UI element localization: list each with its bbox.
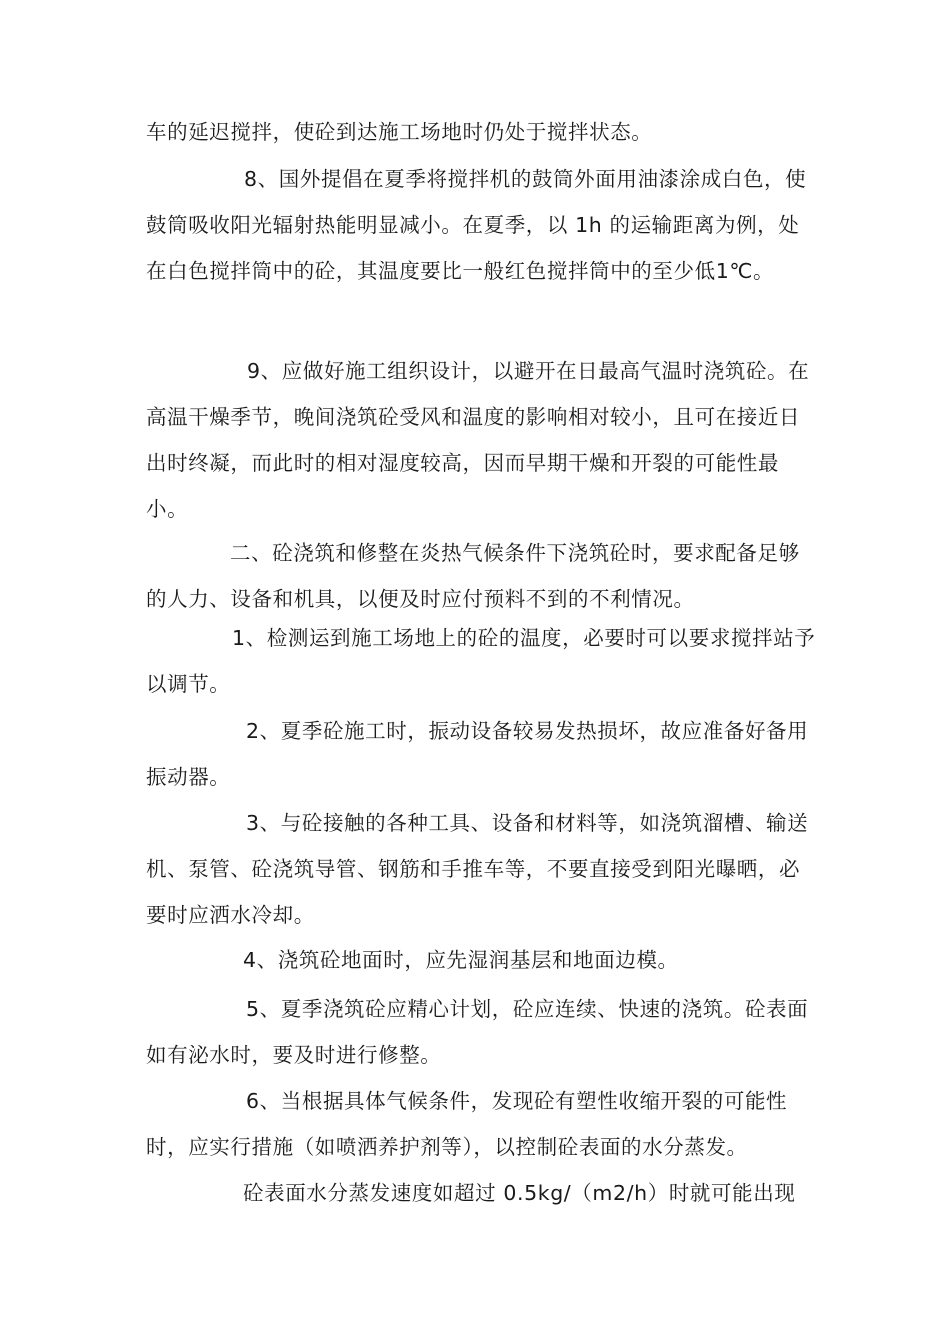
paragraph-item-2: 2、夏季砼施工时，振动设备较易发热损坏，故应准备好备用振动器。 <box>146 719 809 789</box>
paragraph-item-4: 4、浇筑砼地面时，应先湿润基层和地面边模。 <box>243 948 679 972</box>
paragraph-item-5: 5、夏季浇筑砼应精心计划，砼应连续、快速的浇筑。砼表面如有泌水时，要及时进行修整。 <box>146 997 809 1067</box>
paragraph-item-9: 9、应做好施工组织设计，以避开在日最高气温时浇筑砼。在高温干燥季节，晚间浇筑砼受风和温度的影响相对较小，且可在接近日出时终凝，而此时的相对湿度较高，因而早期干燥和开裂的可能性最小。 <box>146 359 810 521</box>
paragraph-item-6: 6、当根据具体气候条件，发现砼有塑性收缩开裂的可能性时，应实行措施（如喷洒养护剂等），以控制砼表面的水分蒸发。 <box>146 1089 788 1159</box>
paragraph-continuation: 车的延迟搅拌，使砼到达施工场地时仍处于搅拌状态。 <box>146 120 653 144</box>
paragraph-evaporation: 砼表面水分蒸发速度如超过 0.5kg/（m2/h）时就可能出现 <box>243 1181 796 1205</box>
paragraph-item-8: 8、国外提倡在夏季将搅拌机的鼓筒外面用油漆涂成白色，使鼓筒吸收阳光辐射热能明显减小。在夏季，以 1h 的运输距离为例，处在白色搅拌筒中的砼，其温度要比一般红色搅拌筒中的至少低1℃。 <box>146 167 807 283</box>
paragraph-section-two: 二、砼浇筑和修整在炎热气候条件下浇筑砼时，要求配备足够的人力、设备和机具，以便及时应付预料不到的不利情况。 <box>146 541 800 611</box>
paragraph-item-1: 1、检测运到施工场地上的砼的温度，必要时可以要求搅拌站予以调节。 <box>146 626 816 696</box>
paragraph-item-3: 3、与砼接触的各种工具、设备和材料等，如浇筑溜槽、输送机、泵管、砼浇筑导管、钢筋和手推车等，不要直接受到阳光曝晒，必要时应洒水冷却。 <box>146 811 809 927</box>
